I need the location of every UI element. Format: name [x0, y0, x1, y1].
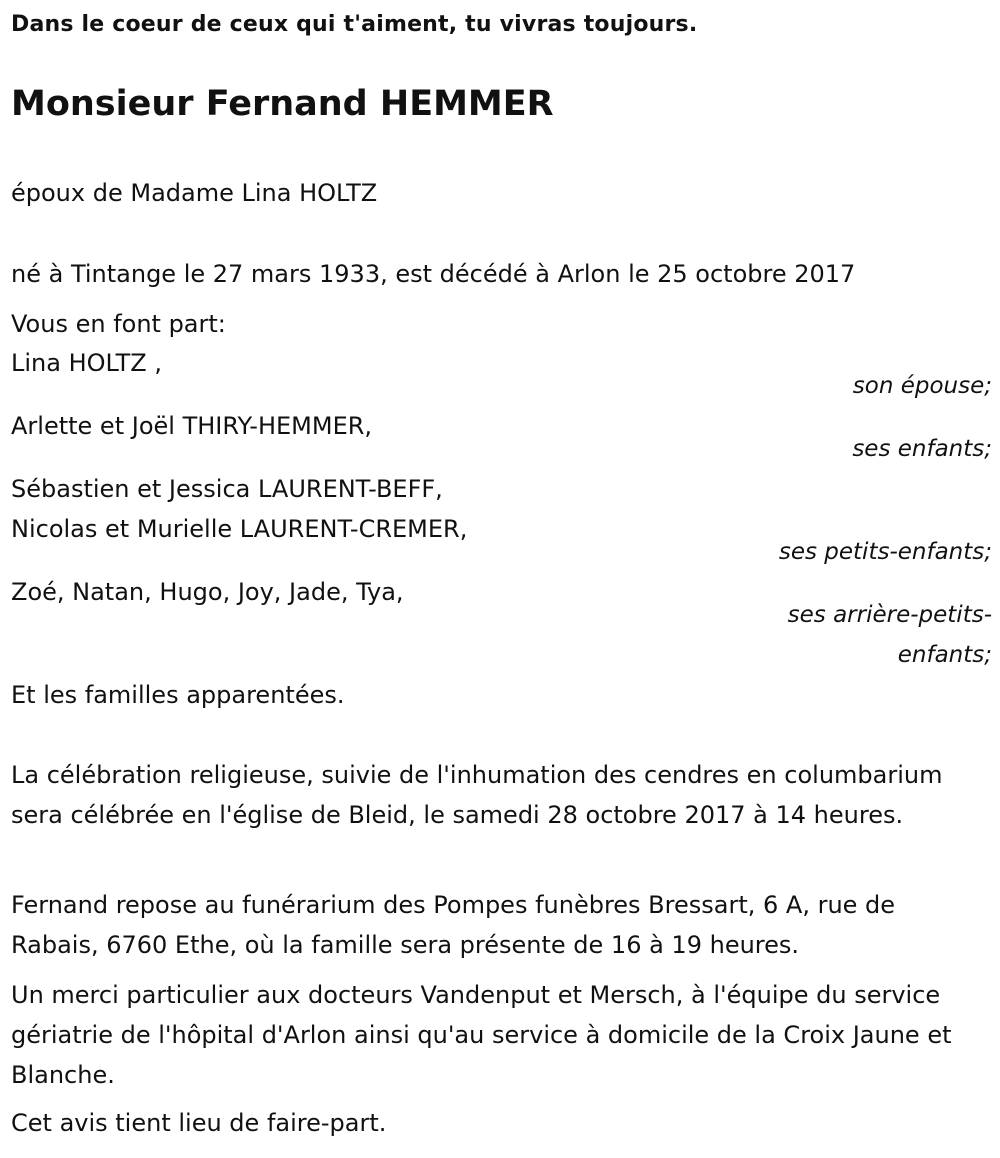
family-name: Arlette et Joël THIRY-HEMMER, — [11, 412, 373, 440]
family-relation: son épouse; — [852, 373, 992, 399]
announce-line: Vous en font part: — [11, 310, 226, 338]
family-relation: enfants; — [897, 642, 992, 668]
family-name: Zoé, Natan, Hugo, Joy, Jade, Tya, — [11, 578, 404, 606]
closing-line: Cet avis tient lieu de faire-part. — [11, 1109, 387, 1137]
families-line: Et les familles apparentées. — [11, 681, 345, 709]
family-name: Lina HOLTZ , — [11, 349, 162, 377]
family-relation: ses arrière-petits- — [787, 602, 992, 628]
deceased-name: Monsieur Fernand HEMMER — [11, 84, 554, 124]
ceremony-paragraph: La célébration religieuse, suivie de l'inhumation des cendres en columbarium sera célébrée en l'église de Bleid, le samedi 28 octobre 2017 à 14 heures. — [11, 761, 943, 829]
family-name: Sébastien et Jessica LAURENT-BEFF, — [11, 475, 443, 503]
spouse-line: époux de Madame Lina HOLTZ — [11, 179, 378, 207]
funeral-home-paragraph: Fernand repose au funérarium des Pompes funèbres Bressart, 6 A, rue de Rabais, 6760 Ethe, où la famille sera présente de 16 à 19 heures. — [11, 891, 896, 959]
thanks-paragraph: Un merci particulier aux docteurs Vandenput et Mersch, à l'équipe du service gériatrie de l'hôpital d'Arlon ainsi qu'au service à domicile de la Croix Jaune et Blanche. — [11, 981, 952, 1089]
motto: Dans le coeur de ceux qui t'aiment, tu vivras toujours. — [11, 12, 698, 37]
birth-death-line: né à Tintange le 27 mars 1933, est décédé à Arlon le 25 octobre 2017 — [11, 260, 856, 288]
family-relation: ses petits-enfants; — [778, 539, 992, 565]
family-name: Nicolas et Murielle LAURENT-CREMER, — [11, 515, 468, 543]
family-relation: ses enfants; — [852, 436, 992, 462]
